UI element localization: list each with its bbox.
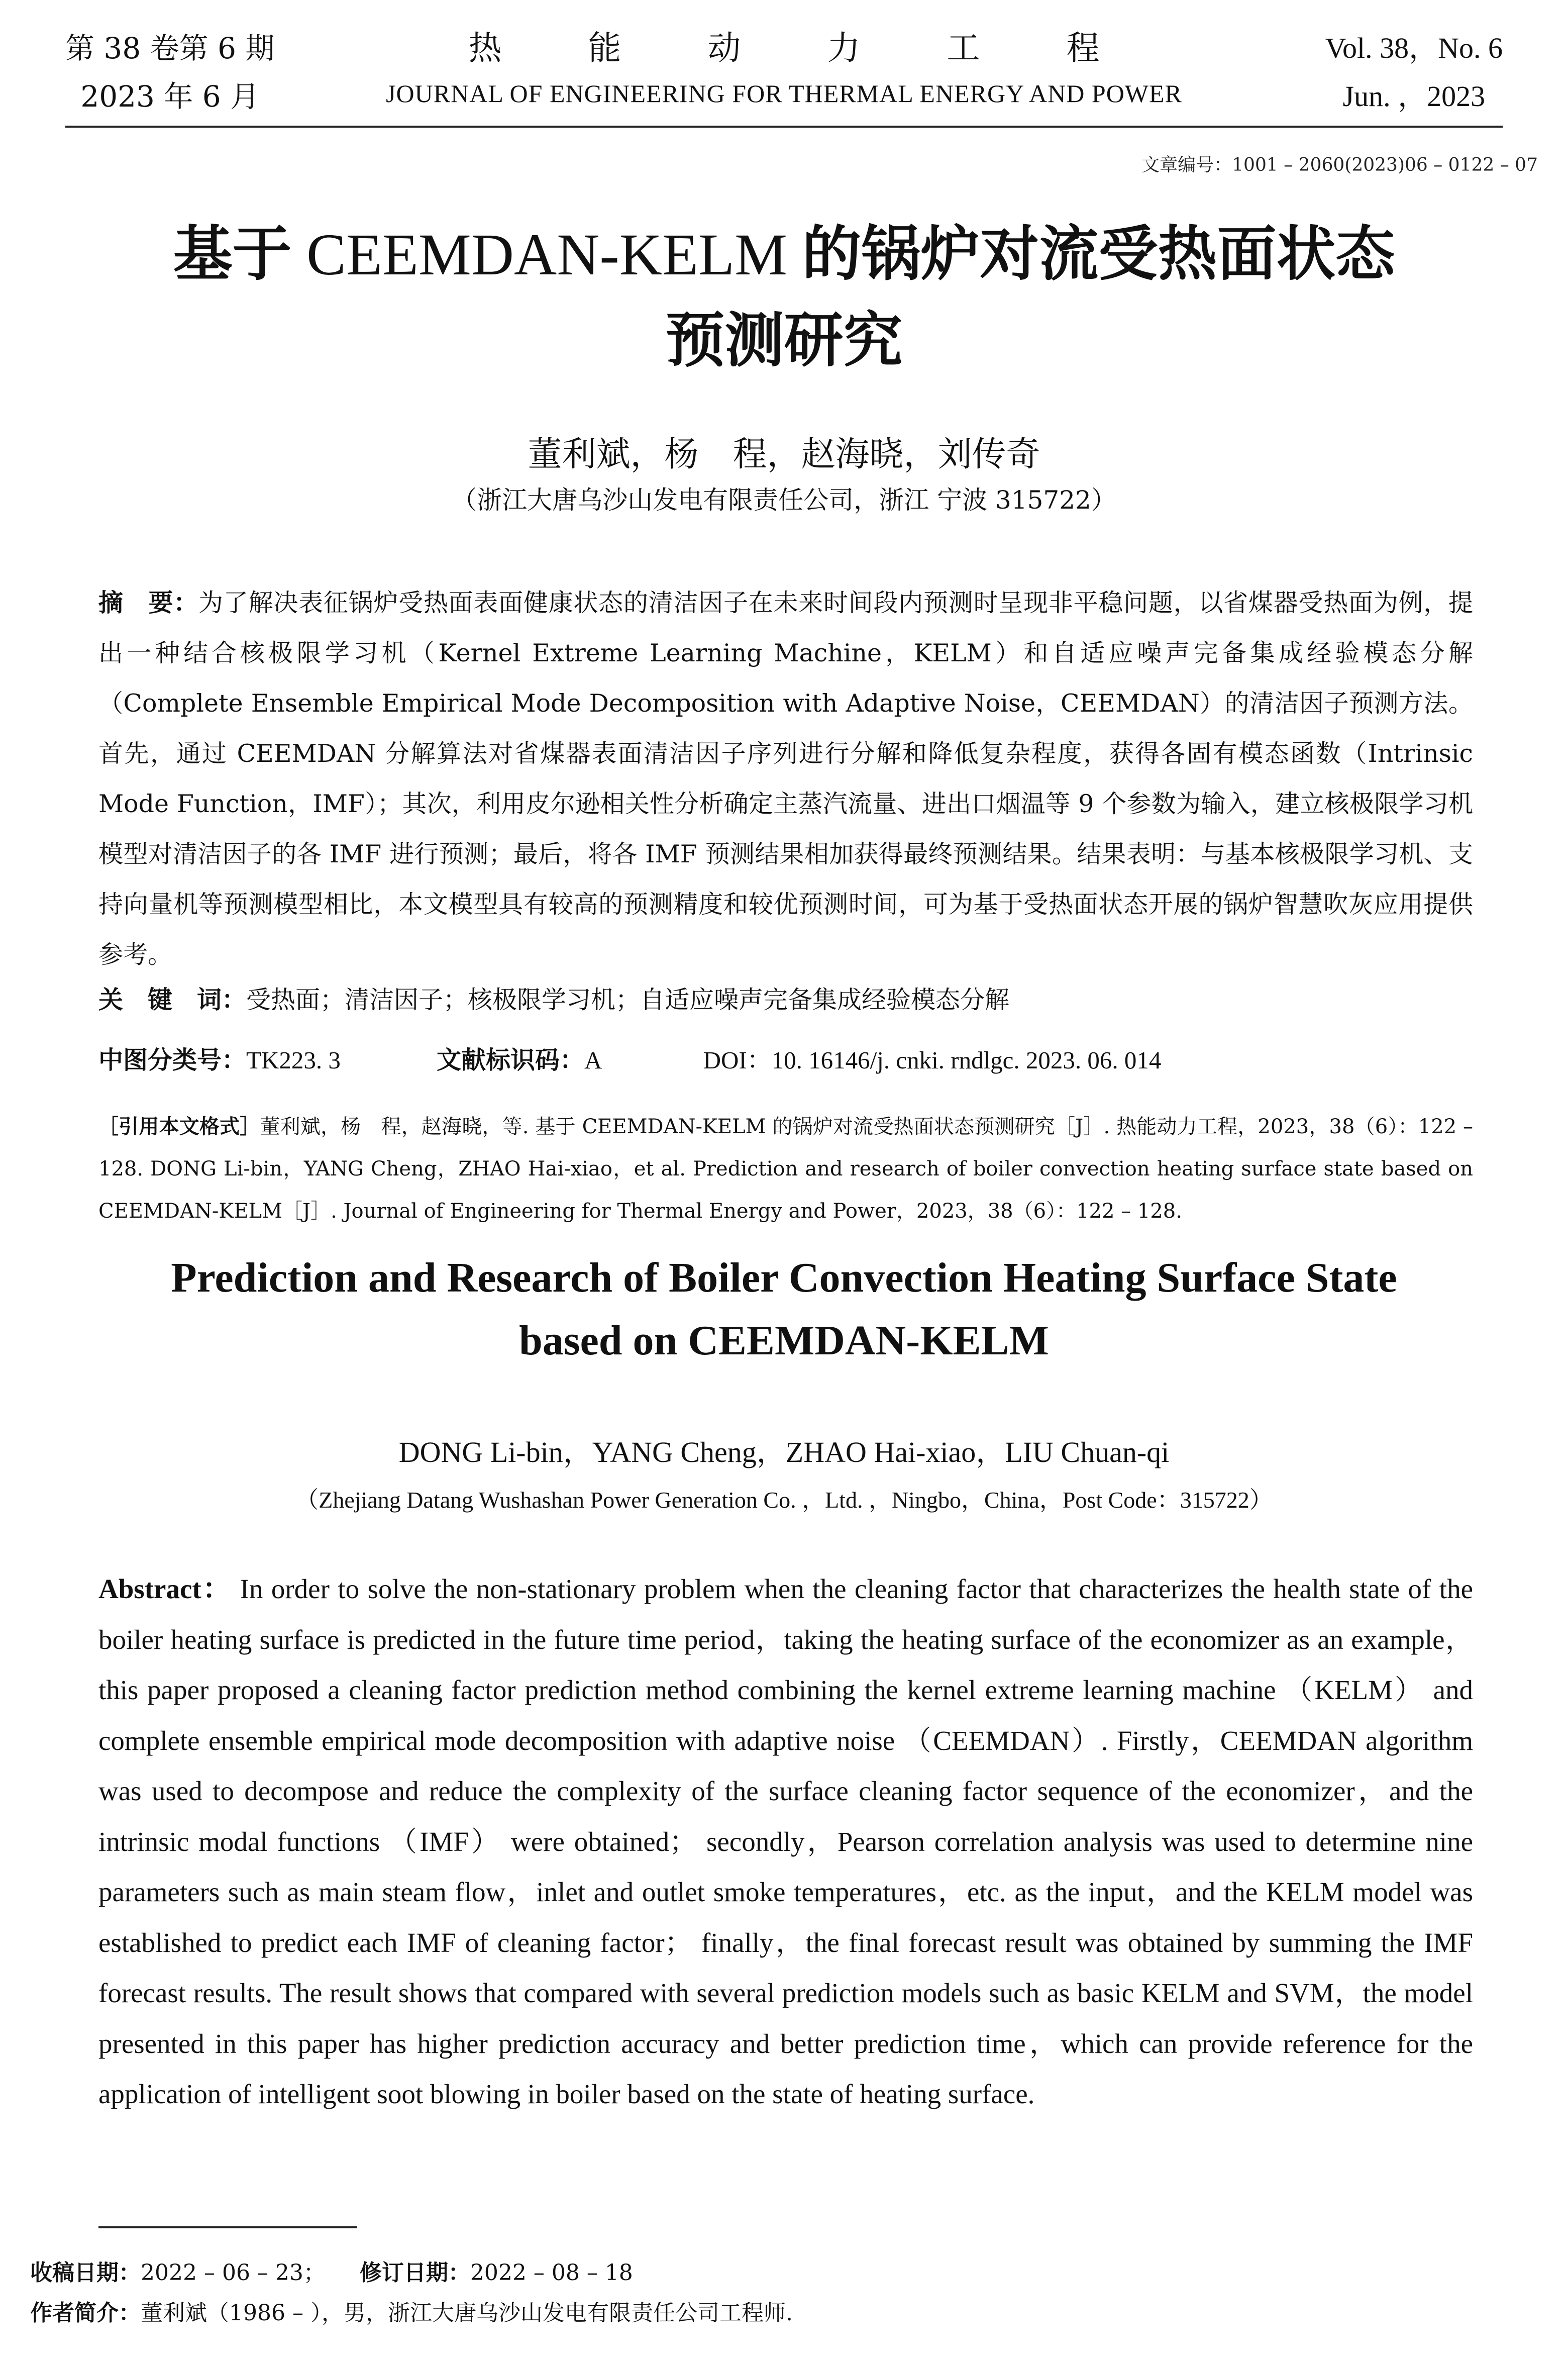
affiliation-en: （Zhejiang Datang Wushashan Power Generation Co. ，Ltd. ，Ningbo，China，Post Code：315722）: [295, 1487, 1273, 1513]
received-label: 收稿日期：: [30, 2260, 141, 2286]
journal-title-cn: 热能动力工程: [468, 29, 1186, 67]
paper-title-en-line1: Prediction and Research of Boiler Convection Heating Surface State: [171, 1254, 1397, 1301]
received-value: 2022 – 06 – 23；: [141, 2260, 326, 2286]
header-rule: [65, 126, 1503, 128]
abstract-en-text: In order to solve the non-stationary problem when the cleaning factor that characterizes the health state of the boiler heating surface is predicted in the future time period，taking the heating surface of the economizer as an example，this paper proposed a cleaning factor prediction method combining the kernel extreme learning machine （KELM） and complete ensemble empirical mode decomposition with adaptive noise （CEEMDAN）. Firstly，CEEMDAN algorithm was used to decompose and reduce the complexity of the surface cleaning factor sequence of the economizer，and the intrinsic modal functions （IMF） were obtained； secondly，Pearson correlation analysis was used to determine nine parameters such as main steam flow，inlet and outlet smoke temperatures，etc. as the input，and the KELM model was established to predict each IMF of cleaning factor； finally，the final forecast result was obtained by summing the IMF forecast results. The result shows that compared with several prediction models such as basic KELM and SVM，the model presented in this paper has higher prediction accuracy and better prediction time，which can provide reference for the application of intelligent soot blowing in boiler based on the state of heating surface.: [98, 1573, 1474, 2109]
doc-code-label: 文献标识码：: [437, 1046, 585, 1074]
paper-title-cn-line2: 预测研究: [665, 305, 903, 375]
abstract-cn: [98, 578, 1473, 980]
authors-en: DONG Li-bin，YANG Cheng，ZHAO Hai-xiao，LIU Chuan-qi: [398, 1436, 1170, 1468]
keywords-cn-label: 关 键 词：: [98, 986, 247, 1014]
abstract-en: [98, 1564, 1473, 2120]
revised-value: 2022 – 08 – 18: [470, 2260, 633, 2286]
doc-code-value: A: [584, 1046, 602, 1074]
article-number: 文章编号：1001 – 2060(2023)06 – 0122 – 07: [1141, 155, 1538, 175]
abstract-en-label: Abstract：: [98, 1573, 232, 1604]
received-dates: [30, 2255, 633, 2291]
paper-title-en-line2: based on CEEMDAN-KELM: [519, 1317, 1049, 1364]
footnote-rule: [98, 2226, 357, 2228]
abstract-cn-text: 为了解决表征锅炉受热面表面健康状态的清洁因子在未来时间段内预测时呈现非平稳问题，以省煤器受热面为例，提出一种结合核极限学习机（Kernel Extreme Learning Machine，KELM）和自适应噪声完备集成经验模态分解（Complete Ensemble Empirical Mode Decomposition with Adaptive Noise，CEEMDAN）的清洁因子预测方法。首先，通过 CEEMDAN 分解算法对省煤器表面清洁因子序列进行分解和降低复杂程度，获得各固有模态函数（Intrinsic Mode Function，IMF）；其次，利用皮尔逊相关性分析确定主蒸汽流量、进出口烟温等 9 个参数为输入，建立核极限学习机模型对清洁因子的各 IMF 进行预测；最后，将各 IMF 预测结果相加获得最终预测结果。结果表明：与基本核极限学习机、支持向量机等预测模型相比，本文模型具有较高的预测精度和较优预测时间，可为基于受热面状态开展的锅炉智慧吹灰应用提供参考。: [98, 588, 1473, 969]
keywords-cn-text: 受热面；清洁因子；核极限学习机；自适应噪声完备集成经验模态分解: [246, 986, 1010, 1014]
issue-volume-en: Vol. 38，No. 6: [1325, 32, 1503, 64]
author-bio: [30, 2296, 793, 2331]
citation-label: ［引用本文格式］: [98, 1115, 260, 1138]
authors-cn: 董利斌，杨 程，赵海晓，刘传奇: [528, 435, 1040, 474]
affiliation-cn: （浙江大唐乌沙山发电有限责任公司，浙江 宁波 315722）: [452, 485, 1116, 515]
doi-label: DOI：: [703, 1046, 772, 1074]
journal-title-en: JOURNAL OF ENGINEERING FOR THERMAL ENERGY AND POWER: [386, 79, 1182, 108]
bio-value: 董利斌（1986 – ），男，浙江大唐乌沙山发电有限责任公司工程师.: [141, 2300, 793, 2326]
paper-title-cn-line1: 基于 CEEMDAN-KELM 的锅炉对流受热面状态: [173, 219, 1395, 288]
doi-value: 10. 16146/j. cnki. rndlgc. 2023. 06. 014: [771, 1046, 1162, 1074]
abstract-cn-label: 摘 要：: [98, 588, 199, 617]
paper-title-cn: [0, 211, 1568, 383]
clc-value: TK223. 3: [246, 1046, 341, 1074]
clc-label: 中图分类号：: [98, 1046, 247, 1074]
issue-volume-cn: 第 38 卷第 6 期: [65, 31, 275, 65]
classification-line: [98, 1035, 1473, 1086]
keywords-cn: [98, 975, 1473, 1025]
paper-title-en: [0, 1246, 1568, 1372]
issue-date-en: Jun. ，2023: [1342, 80, 1486, 113]
revised-label: 修订日期：: [359, 2260, 470, 2286]
issue-date-cn: 2023 年 6 月: [80, 79, 260, 114]
citation-format: [98, 1106, 1473, 1232]
issue-info-en: [1325, 24, 1503, 121]
bio-label: 作者简介：: [30, 2300, 141, 2326]
citation-text: 董利斌，杨 程，赵海晓，等. 基于 CEEMDAN-KELM 的锅炉对流受热面状态预测研究［J］. 热能动力工程，2023，38（6）：122 – 128. DONG Li-bin，YANG Cheng，ZHAO Hai-xiao，et al. Prediction and research of boiler convection heating surface state based on CEEMDAN-KELM［J］. Journal of Engineering for Thermal Energy and Power，2023，38（6）：122 – 128.: [98, 1115, 1473, 1223]
